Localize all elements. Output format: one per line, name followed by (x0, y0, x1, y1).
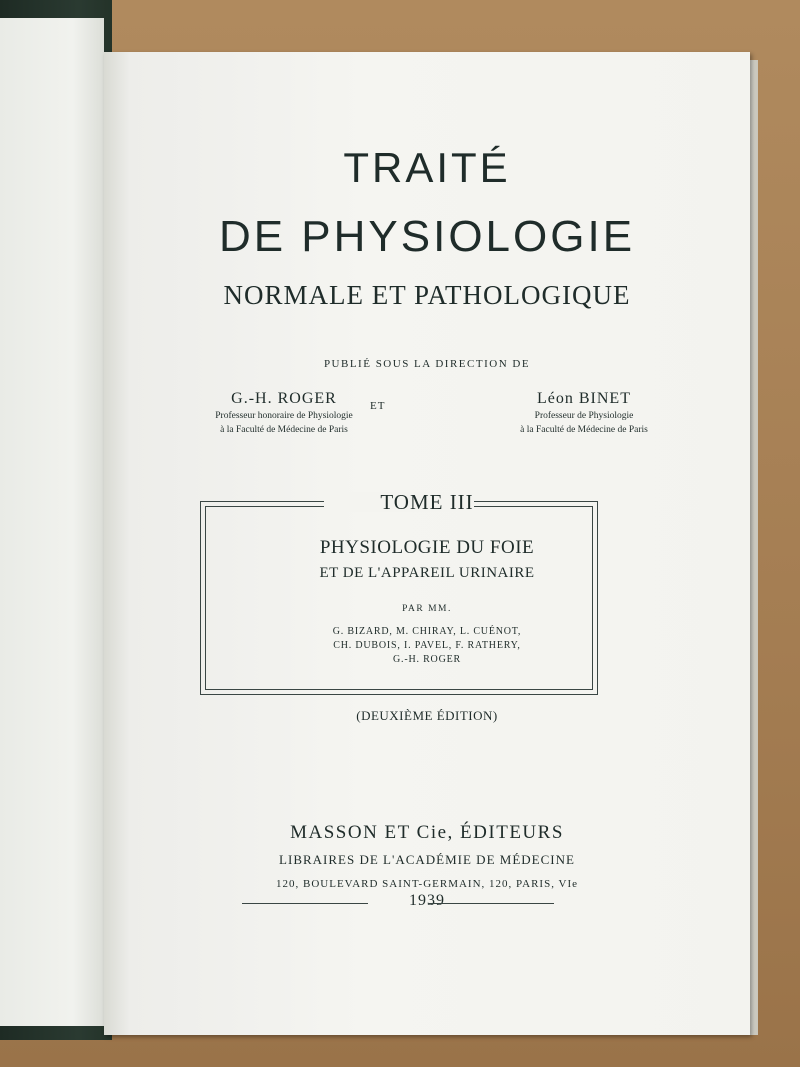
edition-label: (DEUXIÈME ÉDITION) (356, 708, 498, 723)
subject-line-2: ET DE L'APPAREIL URINAIRE (319, 565, 535, 581)
left-page (0, 18, 104, 1026)
subject-line-1: PHYSIOLOGIE DU FOIE (319, 537, 535, 558)
publisher-address: 120, BOULEVARD SAINT-GERMAIN, 120, PARIS, VIe (276, 878, 578, 890)
title-line-1: TRAITÉ (343, 144, 511, 191)
title-page (104, 52, 750, 1035)
publisher-line-2: LIBRAIRES DE L'ACADÉMIE DE MÉDECINE (279, 852, 575, 867)
author-affiliation: à la Faculté de Médecine de Paris (220, 425, 348, 435)
author-binet (434, 390, 734, 436)
rule-right (428, 903, 554, 904)
direction-text: PUBLIÉ SOUS LA DIRECTION DE (323, 358, 531, 370)
par-label: PAR MM. (402, 604, 452, 614)
author-affiliation: Professeur honoraire de Physiologie (215, 411, 353, 421)
author-affiliation: Professeur de Physiologie (534, 411, 634, 421)
contributors-line-3: G.-H. ROGER (393, 654, 461, 665)
title-line-3: NORMALE ET PATHOLOGIQUE (223, 280, 631, 310)
title-line-2: DE PHYSIOLOGIE (218, 212, 636, 261)
author-name: Léon BINET (537, 390, 631, 407)
page-edge (750, 60, 758, 1035)
contributors-line-1: G. BIZARD, M. CHIRAY, L. CUÉNOT, (332, 626, 522, 637)
conjunction: ET (370, 400, 386, 412)
author-affiliation: à la Faculté de Médecine de Paris (520, 425, 648, 435)
author-roger (184, 390, 384, 436)
contributors-line-2: CH. DUBOIS, I. PAVEL, F. RATHERY, (333, 640, 521, 651)
author-name: G.-H. ROGER (231, 390, 337, 407)
volume-box (200, 501, 598, 695)
publication-year: 1939 (409, 892, 445, 909)
tome-label: TOME III (380, 490, 474, 514)
publisher-name: MASSON ET Cie, ÉDITEURS (290, 822, 564, 843)
